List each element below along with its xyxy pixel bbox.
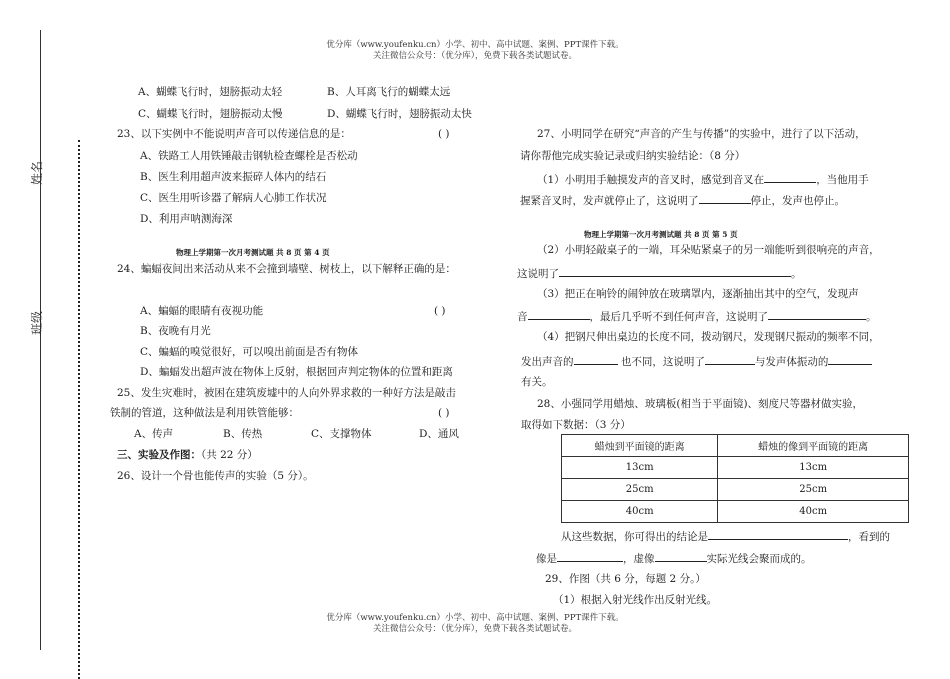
q24-text: 24、蝙蝠夜间出来活动从来不会撞到墙壁、树枝上，以下解释正确的是： bbox=[117, 263, 456, 275]
table-cell: 25cm bbox=[718, 479, 909, 501]
q28-data-table bbox=[561, 434, 909, 523]
q27-1-blank-1[interactable] bbox=[764, 171, 816, 183]
q29-1-text: （1）根据入射光线作出反射光线。 bbox=[553, 594, 718, 606]
q27-2-text-c: 。 bbox=[791, 268, 802, 280]
q27-4-line-3: 有关。 bbox=[521, 376, 553, 388]
q27-2-text-b: 这说明了 bbox=[517, 268, 559, 280]
q28-conclusion-line-1 bbox=[561, 528, 890, 544]
q25-option-b: B、传热 bbox=[223, 428, 263, 440]
table-row bbox=[562, 479, 909, 501]
q27-1-blank-2[interactable] bbox=[699, 192, 751, 204]
q27-3-text-d: 。 bbox=[866, 311, 877, 323]
q27-3-line-2 bbox=[517, 308, 877, 324]
table-header-row bbox=[562, 435, 909, 457]
q27-4-blank-2[interactable] bbox=[705, 353, 755, 365]
q27-1-text-a: （1）小明用手触摸发声的音叉时，感觉到音叉在 bbox=[537, 174, 765, 186]
q25-text-line-1: 25、发生灾难时，被困在建筑废墟中的人向外界求救的一种好方法是敲击 bbox=[117, 387, 456, 399]
header-line-1: 优分库（www.youfenku.cn）小学、初中、高中试题、案例、PPT课件下载。 bbox=[326, 40, 624, 50]
table-cell: 13cm bbox=[718, 457, 909, 479]
table-row bbox=[562, 501, 909, 523]
q22-option-c: C、蝴蝶飞行时，翅膀振动太慢 bbox=[138, 108, 283, 120]
page-title-5: 物理上学期第一次月考测试题 共 8 页 第 5 页 bbox=[584, 230, 738, 239]
q23-answer-paren[interactable]: ( ) bbox=[438, 128, 450, 140]
q28-conclusion-text-e: 实际光线会聚而成的。 bbox=[706, 553, 812, 565]
table-cell: 25cm bbox=[562, 479, 718, 501]
q24-option-c: C、蝙蝠的嗅觉很好，可以嗅出前面是否有物体 bbox=[140, 346, 359, 358]
q27-1-text-b: ，当他用手 bbox=[816, 174, 869, 186]
dotted-cut-line bbox=[78, 140, 80, 679]
class-label: 班级 bbox=[30, 310, 44, 335]
page-title-4: 物理上学期第一次月考测试题 共 8 页 第 4 页 bbox=[176, 248, 330, 257]
table-cell: 40cm bbox=[718, 501, 909, 523]
q28-conclusion-line-2 bbox=[536, 550, 812, 566]
q24-option-a: A、蝙蝠的眼睛有夜视功能 bbox=[140, 305, 264, 317]
binding-line bbox=[40, 30, 41, 650]
q27-3-blank-1[interactable] bbox=[528, 308, 590, 320]
q27-4-text-c: 也不同，这说明了 bbox=[620, 356, 705, 368]
q27-4-line-1: （4）把钢尺伸出桌边的长度不同，拨动钢尺，发现钢尺振动的频率不同， bbox=[537, 331, 880, 343]
q23-option-a: A、铁路工人用铁锤敲击钢轨检查螺栓是否松动 bbox=[140, 150, 358, 162]
q27-3-text-b: 音 bbox=[517, 311, 528, 323]
section-3-score: （共 22 分） bbox=[201, 449, 258, 461]
table-cell: 40cm bbox=[562, 501, 718, 523]
q27-3-text-c: ，最后几乎听不到任何声音，这说明了 bbox=[589, 311, 768, 323]
q22-option-d: D、蝴蝶飞行时，翅膀振动太快 bbox=[327, 108, 472, 120]
q28-blank-3[interactable] bbox=[655, 550, 707, 562]
q27-1-line-1 bbox=[537, 171, 869, 187]
q28-conclusion-text-d: ，虚像 bbox=[623, 553, 655, 565]
table-cell: 13cm bbox=[562, 457, 718, 479]
q22-option-a: A、蝴蝶飞行时，翅膀振动太轻 bbox=[138, 86, 283, 98]
q27-1-text-c: 握紧音叉时，发声就停止了，这说明了 bbox=[520, 195, 699, 207]
q27-text-line-2: 请你帮他完成实验记录或归纳实验结论：（8 分） bbox=[520, 150, 746, 162]
q24-option-b: B、夜晚有月光 bbox=[140, 325, 211, 337]
q25-text-line-2: 铁制的管道，这种做法是利用铁管能够： bbox=[110, 407, 299, 419]
q22-option-b: B、人耳离飞行的蝴蝶太远 bbox=[327, 86, 451, 98]
q27-3-line-1: （3）把正在响铃的闹钟放在玻璃罩内，逐渐抽出其中的空气，发现声 bbox=[537, 288, 859, 300]
section-3-title: 三、实验及作图： bbox=[117, 449, 201, 461]
q24-answer-paren[interactable]: ( ) bbox=[434, 305, 446, 317]
q27-4-text-b: 发出声音的 bbox=[521, 356, 574, 368]
name-label: 姓名 bbox=[30, 160, 44, 185]
q27-4-blank-3[interactable] bbox=[828, 353, 872, 365]
q23-option-c: C、医生用听诊器了解病人心肺工作状况 bbox=[140, 192, 327, 204]
q28-conclusion-text-c: 像是 bbox=[536, 553, 557, 565]
q27-4-line-2 bbox=[521, 353, 872, 369]
q27-1-text-d: 停止，发声也停止。 bbox=[750, 195, 845, 207]
footer-line-1: 优分库（www.youfenku.cn）小学、初中、高中试题、案例、PPT课件下载。 bbox=[326, 613, 624, 623]
q27-2-line-2 bbox=[517, 265, 802, 281]
q28-text-line-1: 28、小强同学用蜡烛、玻璃板(相当于平面镜)、刻度尺等器材做实验， bbox=[537, 398, 864, 410]
q24-option-d: D、蝙蝠发出超声波在物体上反射，根据回声判定物体的位置和距离 bbox=[140, 366, 453, 378]
q28-text-line-2: 取得如下数据：（3 分） bbox=[521, 419, 631, 431]
q25-option-a: A、传声 bbox=[134, 428, 174, 440]
q29-text: 29、作图（共 6 分，每题 2 分。） bbox=[545, 573, 706, 585]
q27-1-line-2 bbox=[520, 192, 845, 208]
q27-2-line-1: （2）小明轻敲桌子的一端，耳朵贴紧桌子的另一端能听到很响亮的声音， bbox=[537, 244, 880, 256]
table-header-cell: 蜡烛到平面镜的距离 bbox=[562, 435, 718, 457]
q28-conclusion-text-b: ，看到的 bbox=[848, 531, 890, 543]
footer-line-2: 关注微信公众号：（优分库），免费下载各类试题试卷。 bbox=[372, 624, 577, 634]
q28-conclusion-text-a: 从这些数据，你可得出的结论是 bbox=[561, 531, 708, 543]
q27-text-line-1: 27、小明同学在研究“声音的产生与传播”的实验中，进行了以下活动， bbox=[537, 128, 866, 140]
q25-option-c: C、支撑物体 bbox=[311, 428, 372, 440]
q25-answer-paren[interactable]: ( ) bbox=[438, 407, 450, 419]
header-line-2: 关注微信公众号：（优分库），免费下载各类试题试卷。 bbox=[372, 51, 577, 61]
q23-text: 23、以下实例中不能说明声音可以传递信息的是： bbox=[117, 128, 351, 140]
table-row bbox=[562, 457, 909, 479]
q27-4-text-d: 与发声体振动的 bbox=[754, 356, 829, 368]
q28-blank-1[interactable] bbox=[708, 528, 848, 540]
section-3-heading bbox=[117, 448, 258, 462]
q27-4-blank-1[interactable] bbox=[574, 353, 618, 365]
q27-2-blank[interactable] bbox=[559, 265, 791, 277]
q26-text: 26、设计一个骨也能传声的实验（5 分）。 bbox=[117, 470, 314, 482]
q25-option-d: D、通风 bbox=[419, 428, 459, 440]
table-header-cell: 蜡烛的像到平面镜的距离 bbox=[718, 435, 909, 457]
q23-option-d: D、利用声呐测海深 bbox=[140, 213, 233, 225]
q23-option-b: B、医生利用超声波来振碎人体内的结石 bbox=[140, 171, 327, 183]
q27-3-blank-2[interactable] bbox=[768, 308, 866, 320]
q28-blank-2[interactable] bbox=[557, 550, 623, 562]
